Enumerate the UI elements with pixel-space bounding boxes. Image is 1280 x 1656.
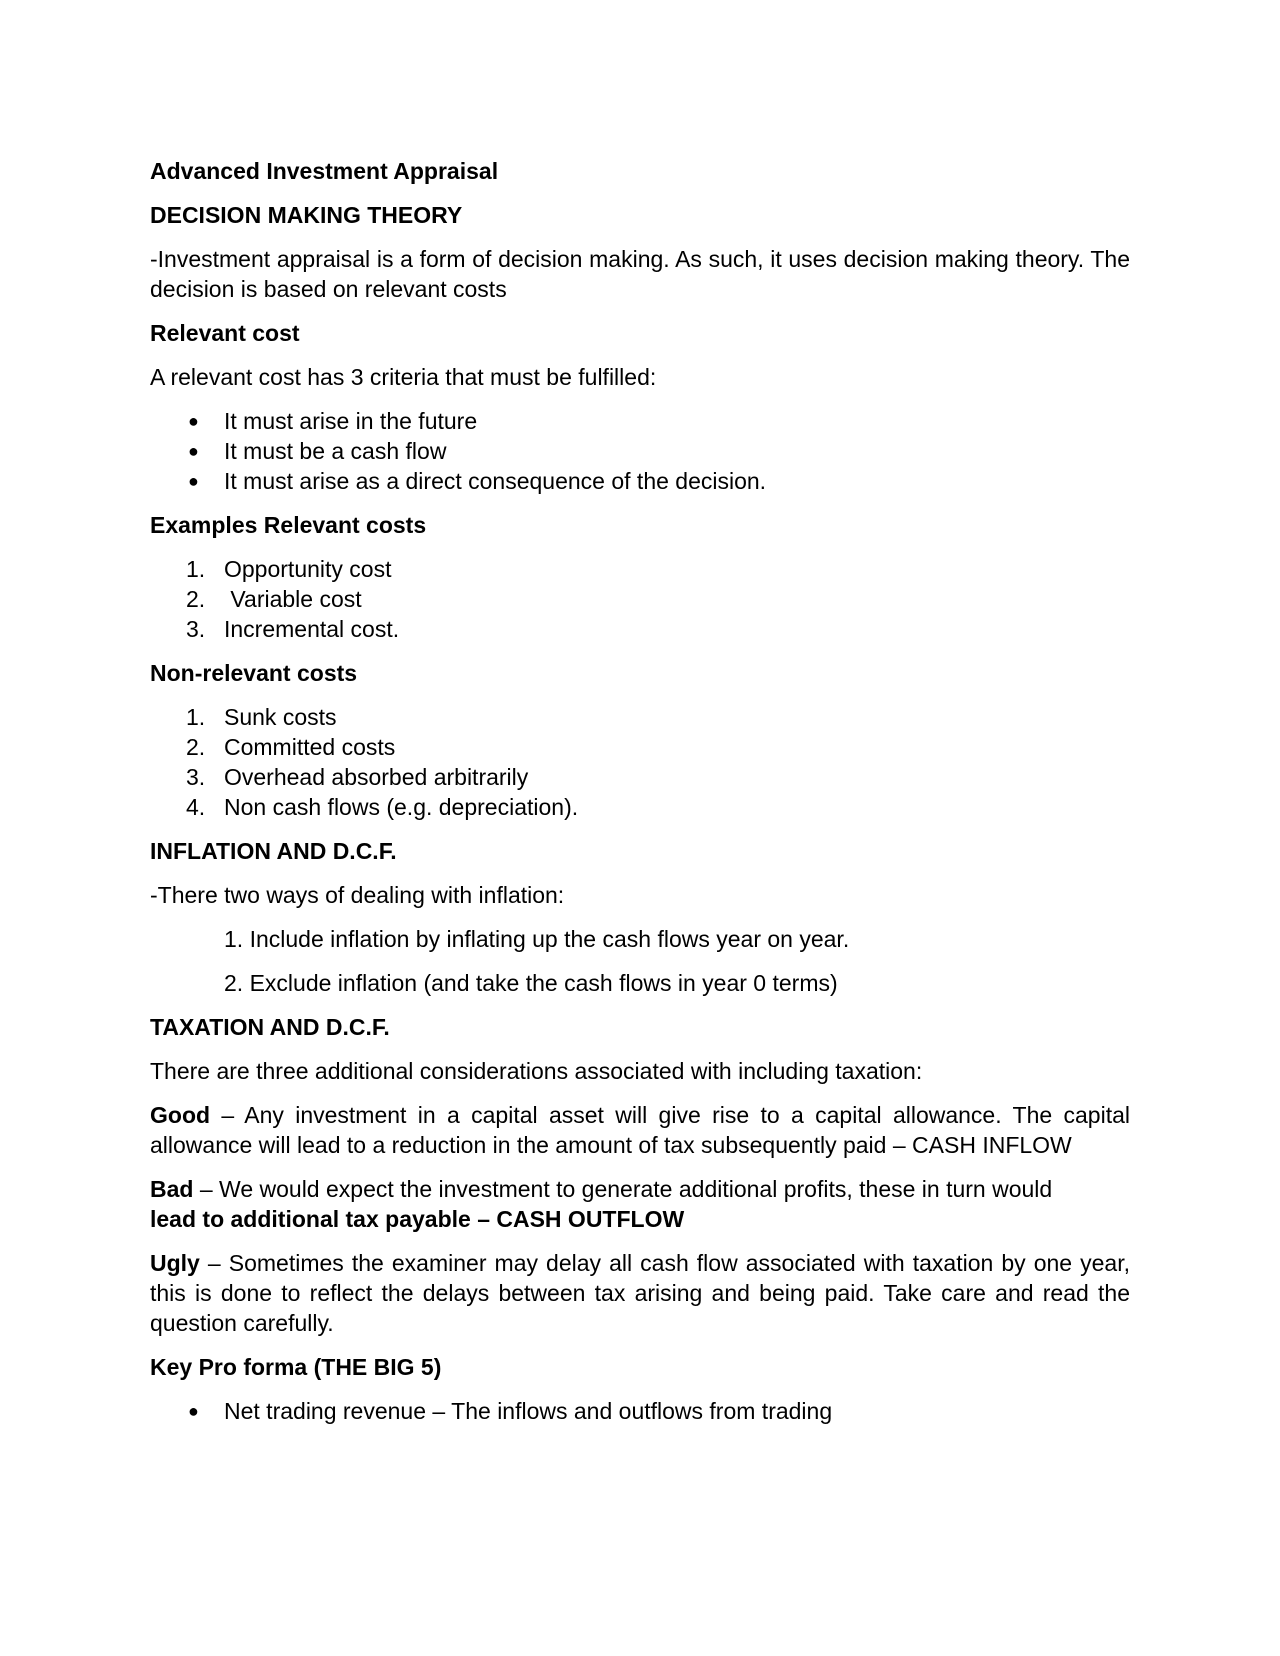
- bullet-icon: ●: [188, 1401, 199, 1421]
- proforma-list: [150, 1396, 1130, 1426]
- relevant-cost-criteria-list: [150, 406, 1130, 496]
- decision-paragraph: -Investment appraisal is a form of decision making. As such, it uses decision making theory. The decision is based on relevant costs: [150, 246, 1130, 302]
- list-item: ● Net trading revenue – The inflows and outflows from trading: [188, 1398, 833, 1424]
- bullet-icon: ●: [188, 411, 199, 431]
- relevant-cost-heading: Relevant cost: [150, 320, 300, 346]
- taxation-intro: There are three additional considerations associated with including taxation:: [150, 1058, 923, 1084]
- list-item: 1. Opportunity cost: [186, 556, 392, 582]
- taxation-heading: TAXATION AND D.C.F.: [150, 1014, 390, 1040]
- decision-heading: DECISION MAKING THEORY: [150, 202, 463, 228]
- taxation-good-paragraph: Good – Any investment in a capital asset will give rise to a capital allowance. The capital allowance will lead to a reduction in the amount of tax subsequently paid – CASH INFLOW: [150, 1102, 1130, 1158]
- inflation-heading: INFLATION AND D.C.F.: [150, 838, 397, 864]
- examples-list: [150, 554, 1130, 644]
- bad-bold-line: lead to additional tax payable – CASH OUTFLOW: [150, 1206, 685, 1232]
- good-label: Good: [150, 1102, 211, 1128]
- proforma-heading: Key Pro forma (THE BIG 5): [150, 1354, 442, 1380]
- document-title: Advanced Investment Appraisal: [150, 158, 499, 184]
- list-item: 1. Sunk costs: [186, 704, 337, 730]
- list-item: 2. Variable cost: [186, 586, 362, 612]
- examples-heading: Examples Relevant costs: [150, 512, 427, 538]
- non-relevant-heading: Non-relevant costs: [150, 660, 358, 686]
- list-item: 3. Incremental cost.: [186, 616, 400, 642]
- inflation-item-2: 2. Exclude inflation (and take the cash flows in year 0 terms): [224, 970, 838, 996]
- taxation-bad-paragraph: Bad – We would expect the investment to generate additional profits, these in turn would lead to additional tax payable – CASH OUTFLOW: [150, 1176, 1053, 1232]
- list-item: ● It must arise in the future: [188, 408, 478, 434]
- inflation-item-1: 1. Include inflation by inflating up the cash flows year on year.: [224, 926, 850, 952]
- list-item: 2. Committed costs: [186, 734, 396, 760]
- bad-label: Bad: [150, 1176, 194, 1202]
- bullet-icon: ●: [188, 441, 199, 461]
- document-page: [150, 156, 1130, 1440]
- taxation-ugly-paragraph: Ugly – Sometimes the examiner may delay all cash flow associated with taxation by one year, this is done to reflect the delays between tax arising and being paid. Take care and read the question carefully.: [150, 1250, 1130, 1336]
- list-item: ● It must be a cash flow: [188, 438, 447, 464]
- inflation-intro: -There two ways of dealing with inflation:: [150, 882, 565, 908]
- bullet-icon: ●: [188, 471, 199, 491]
- list-item: 4. Non cash flows (e.g. depreciation).: [186, 794, 579, 820]
- non-relevant-list: [150, 702, 1130, 822]
- ugly-label: Ugly: [150, 1250, 200, 1276]
- list-item: 3. Overhead absorbed arbitrarily: [186, 764, 529, 790]
- list-item: ● It must arise as a direct consequence of the decision.: [188, 468, 767, 494]
- relevant-cost-intro: A relevant cost has 3 criteria that must be fulfilled:: [150, 364, 657, 390]
